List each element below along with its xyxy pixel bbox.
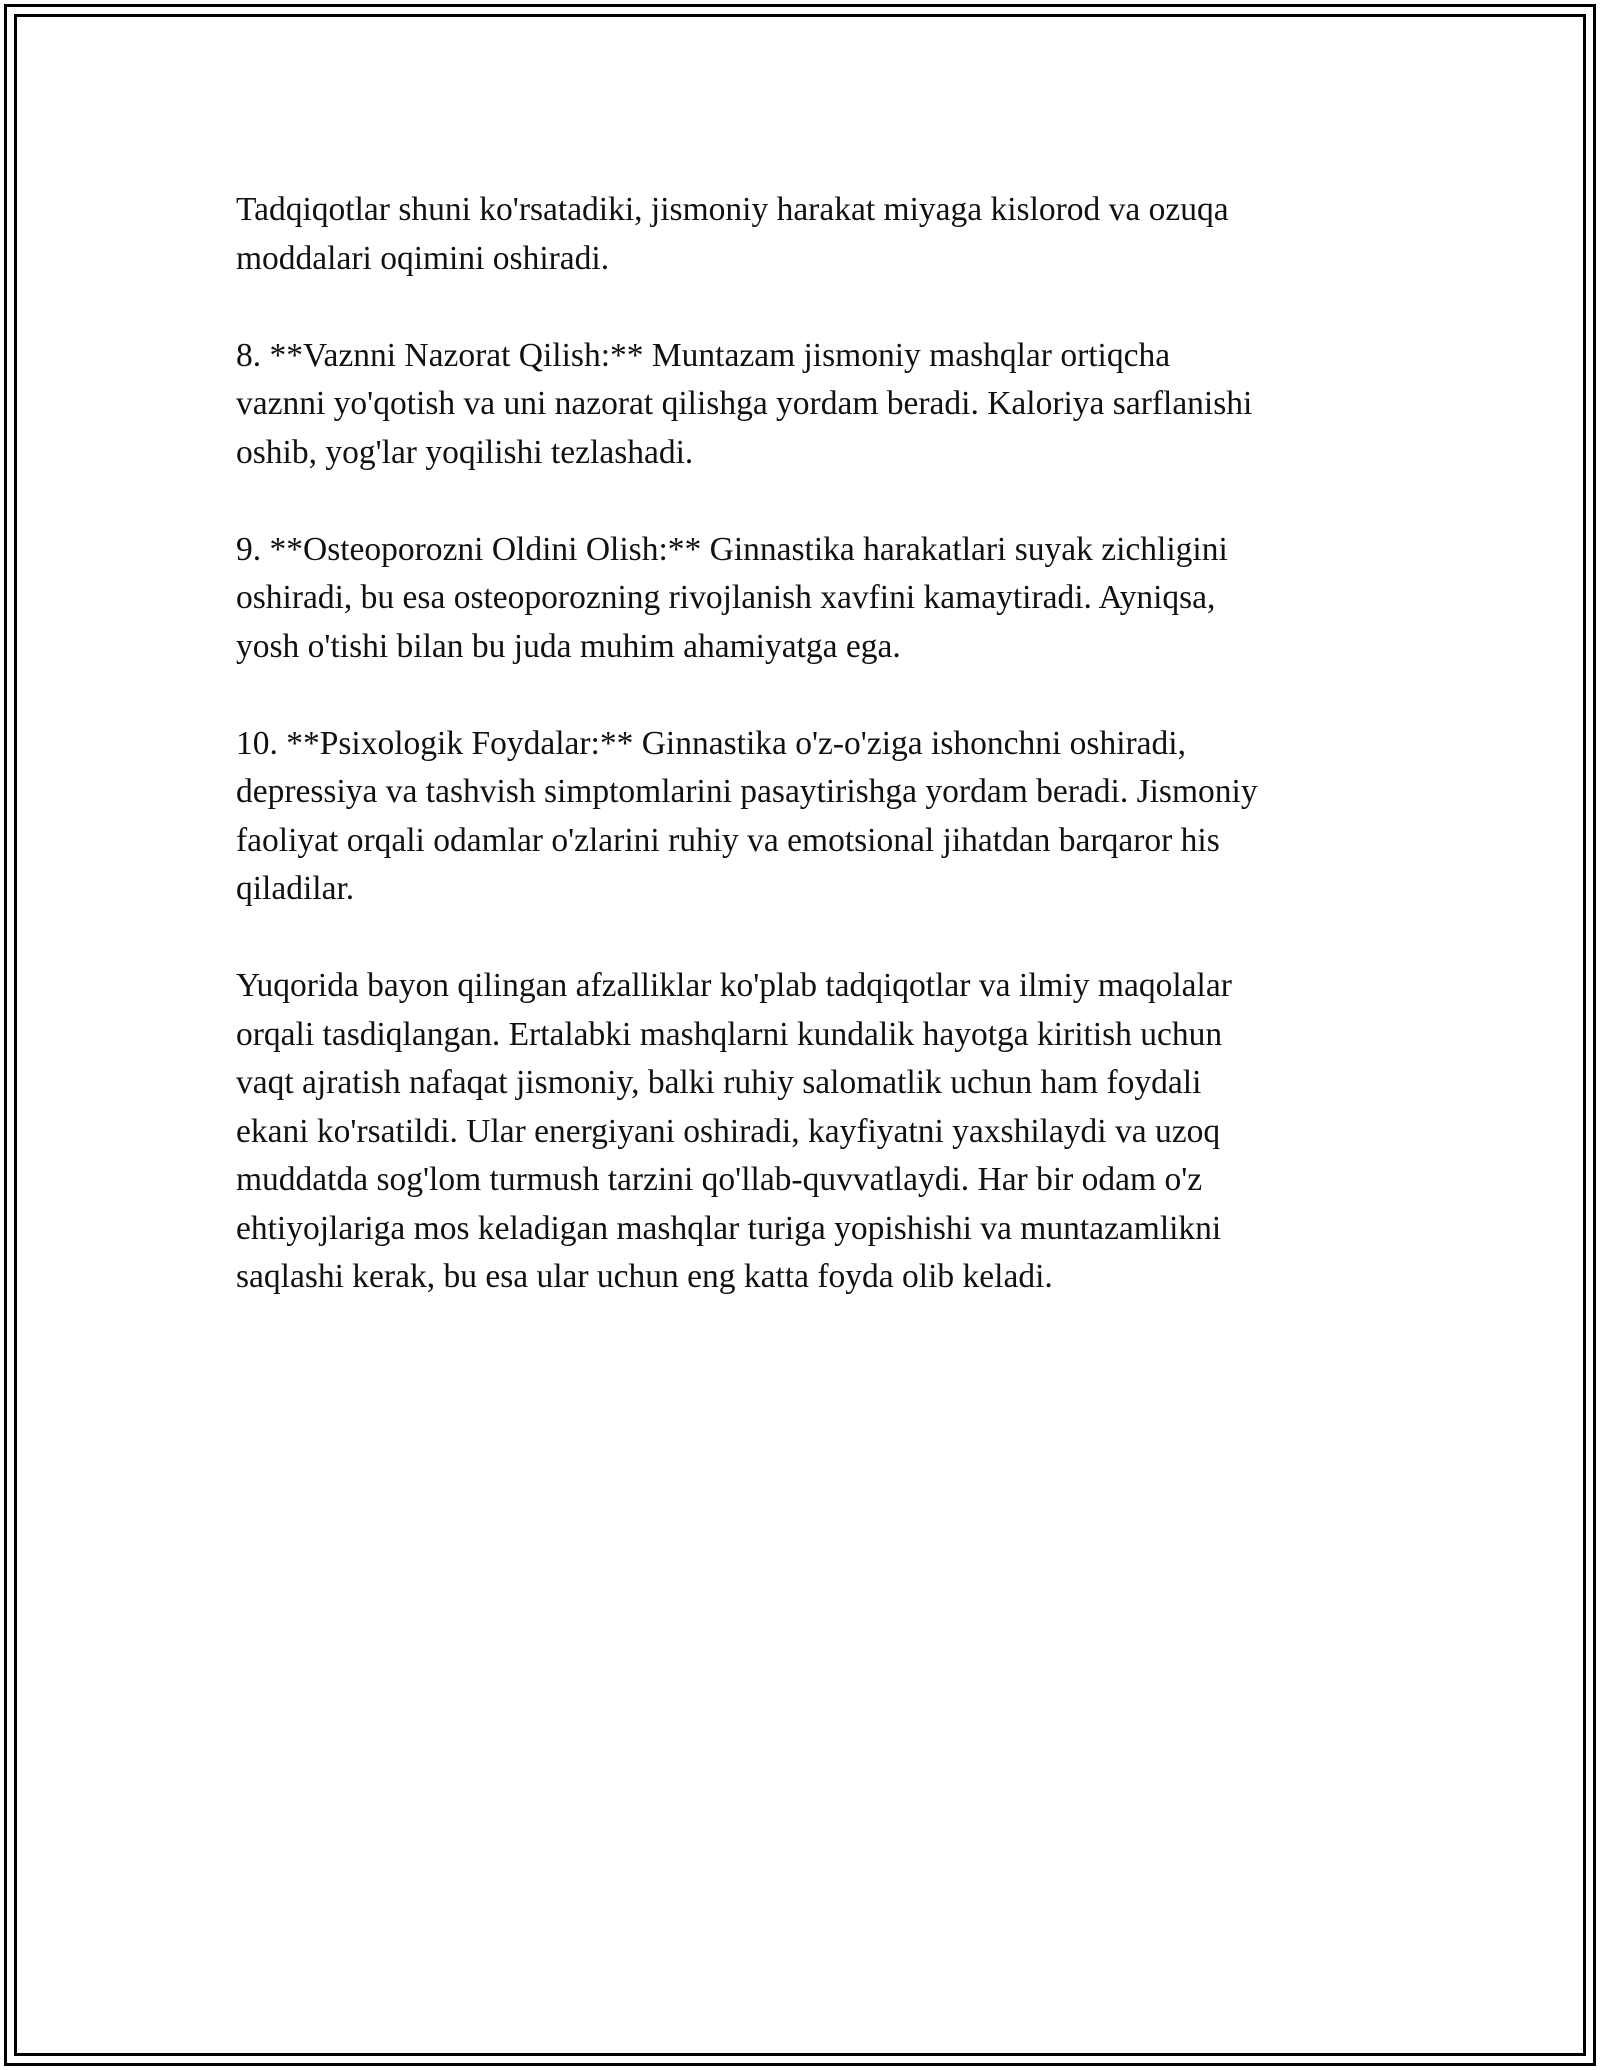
text-line: faoliyat orqali odamlar o'zlarini ruhiy va emotsional jihatdan barqaror his <box>236 821 1220 859</box>
text-line: muddatda sog'lom turmush tarzini qo'llab-quvvatlaydi. Har bir odam o'z <box>236 1161 1203 1198</box>
text-line: Yuqorida bayon qilingan afzalliklar ko'plab tadqiqotlar va ilmiy maqolalar <box>236 967 1232 1004</box>
text-line: 10. **Psixologik Foydalar:** Ginnastika o'z-o'ziga ishonchni oshiradi, <box>236 724 1186 762</box>
paragraph-intro <box>236 186 1366 283</box>
text-line: yosh o'tishi bilan bu juda muhim ahamiyatga ega. <box>236 627 901 665</box>
paragraph-conclusion <box>236 962 1366 1302</box>
document-body <box>236 186 1366 1350</box>
text-line: vaznni yo'qotish va uni nazorat qilishga yordam beradi. Kaloriya sarflanishi <box>236 385 1253 422</box>
text-line: vaqt ajratish nafaqat jismoniy, balki ruhiy salomatlik uchun ham foydali <box>236 1064 1202 1101</box>
paragraph-item-8 <box>236 332 1366 478</box>
text-line: orqali tasdiqlangan. Ertalabki mashqlarni kundalik hayotga kiritish uchun <box>236 1015 1223 1053</box>
text-line: saqlashi kerak, bu esa ular uchun eng katta foyda olib keladi. <box>236 1258 1053 1295</box>
text-line: depressiya va tashvish simptomlarini pasaytirishga yordam beradi. Jismoniy <box>236 773 1258 810</box>
text-line: moddalari oqimini oshiradi. <box>236 239 610 277</box>
text-line: Tadqiqotlar shuni ko'rsatadiki, jismoniy harakat miyaga kislorod va ozuqa <box>236 191 1229 228</box>
text-line: oshib, yog'lar yoqilishi tezlashadi. <box>236 433 694 471</box>
paragraph-item-10 <box>236 720 1366 914</box>
text-line: ehtiyojlariga mos keladigan mashqlar turiga yopishishi va muntazamlikni <box>236 1209 1222 1247</box>
text-line: ekani ko'rsatildi. Ular energiyani oshiradi, kayfiyatni yaxshilaydi va uzoq <box>236 1112 1221 1150</box>
text-line: oshiradi, bu esa osteoporozning rivojlanish xavfini kamaytiradi. Ayniqsa, <box>236 579 1216 616</box>
paragraph-item-9 <box>236 526 1366 672</box>
text-line: 9. **Osteoporozni Oldini Olish:** Ginnastika harakatlari suyak zichligini <box>236 530 1228 568</box>
text-line: qiladilar. <box>236 870 355 907</box>
text-line: 8. **Vaznni Nazorat Qilish:** Muntazam jismoniy mashqlar ortiqcha <box>236 336 1171 374</box>
